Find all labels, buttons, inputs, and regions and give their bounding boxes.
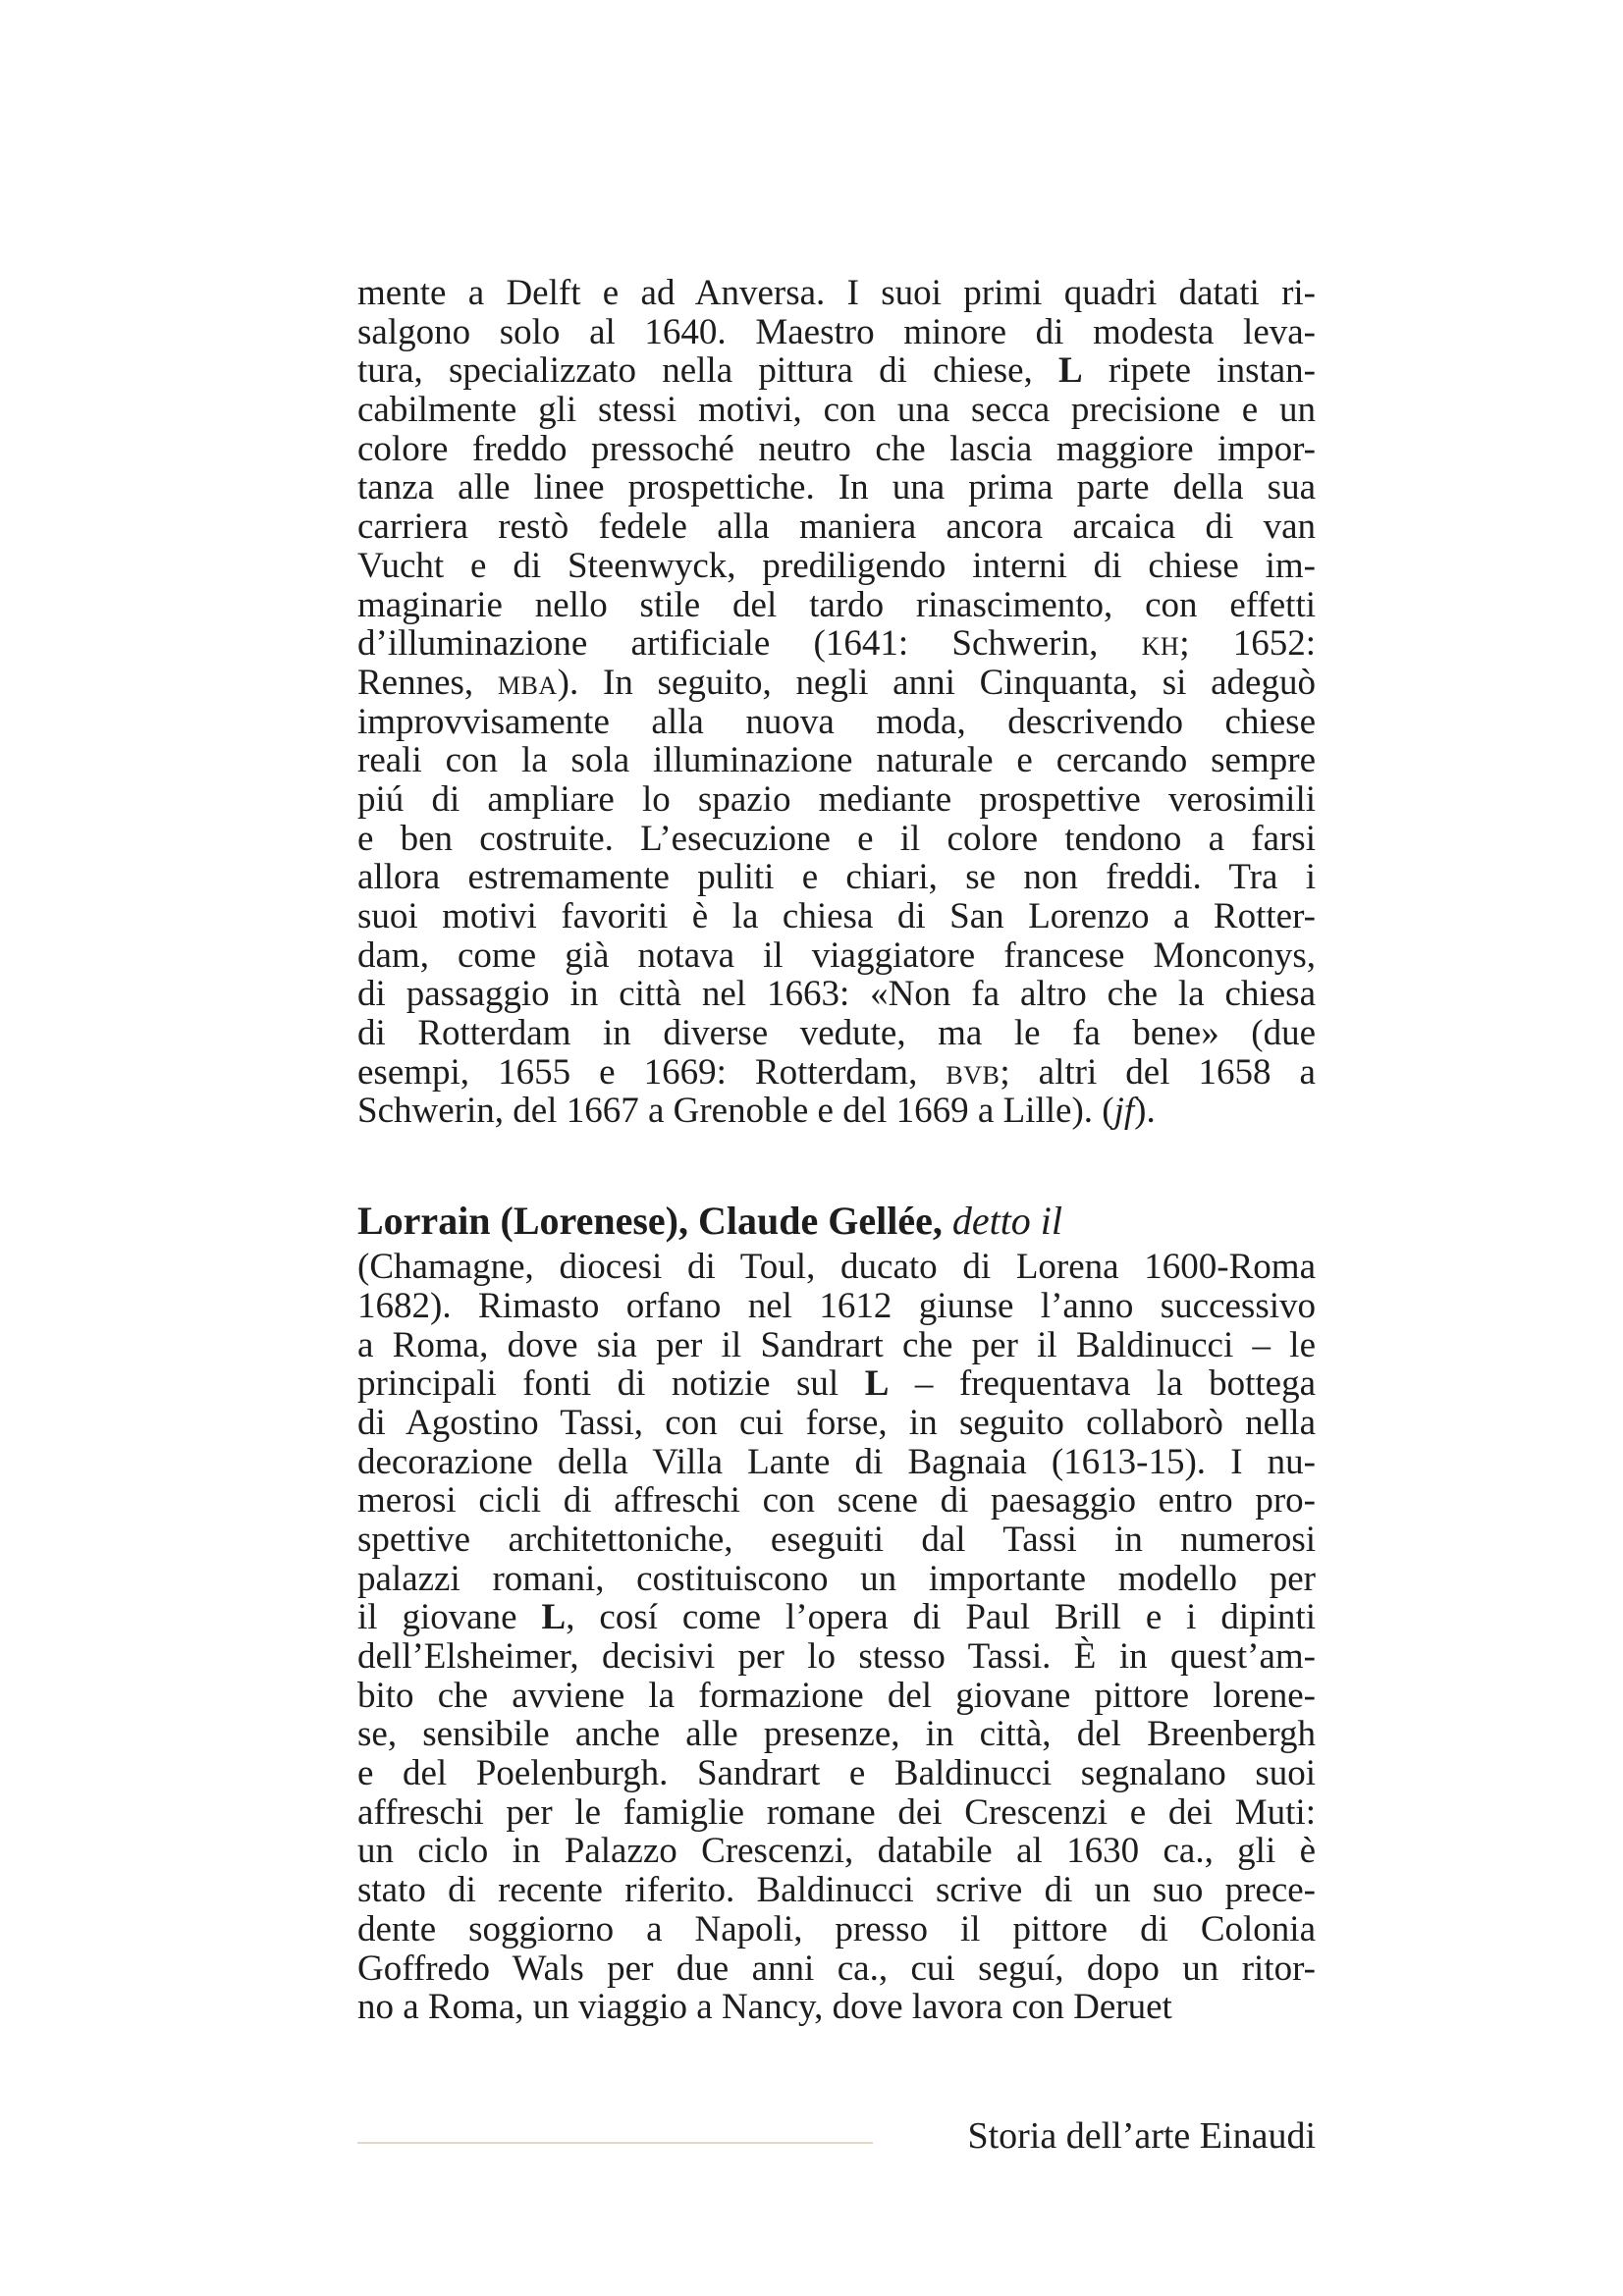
text-segment: tanza alle linee prospettiche. In una prima parte della sua: [357, 467, 1316, 508]
text-line: [357, 858, 1316, 897]
text-line: [357, 547, 1316, 586]
text-segment: di passaggio in città nel 1663: «Non fa altro che la chiesa: [357, 974, 1316, 1015]
text-segment: maginarie nello stile del tardo rinascimento, con effetti: [357, 584, 1316, 625]
abbrev-bold: L: [864, 1363, 890, 1405]
text-segment: Vucht e di Steenwyck, prediligendo interni di chiese im-: [357, 545, 1316, 586]
text-line: [357, 664, 1316, 703]
previous-entry-text: [357, 274, 1316, 1131]
text-line: [357, 741, 1316, 780]
text-line: no a Roma, un viaggio a Nancy, dove lavora con Deruet: [357, 1987, 1172, 2028]
text-segment: di Rotterdam in diverse vedute, ma le fa bene» (due: [357, 1013, 1316, 1054]
text-line: [357, 1053, 1316, 1093]
text-line: [357, 820, 1316, 859]
text-line: [357, 274, 1316, 313]
text-line: 1682). Rimasto orfano nel 1612 giunse l’anno successivo: [357, 1285, 1316, 1326]
text-segment: Schwerin, del 1667 a Grenoble e del 1669 a Lille). (: [357, 1091, 1114, 1132]
text-line: affreschi per le famiglie romane dei Crescenzi e dei Muti:: [357, 1791, 1316, 1833]
entry-gap: [357, 1131, 1316, 1199]
text-line: il giovane L, cosí come l’opera di Paul Brill e i dipinti: [357, 1597, 1316, 1638]
text-segment: ).: [1134, 1091, 1156, 1132]
text-line: [357, 586, 1316, 625]
text-segment: e ben costruite. L’esecuzione e il colore tendono a farsi: [357, 818, 1316, 859]
text-line: a Roma, dove sia per il Sandrart che per il Baldinucci – le: [357, 1324, 1316, 1365]
text-line: [357, 430, 1316, 469]
text-line: merosi cicli di affreschi con scene di paesaggio entro pro-: [357, 1480, 1316, 1522]
text-segment: suoi motivi favoriti è la chiesa di San Lorenzo a Rotter-: [357, 896, 1316, 936]
text-segment: esempi, 1655 e 1669: Rotterdam,: [357, 1051, 947, 1093]
museum-abbrev: bvb: [946, 1051, 1001, 1093]
footer-publisher: Storia dell’arte Einaudi: [967, 2115, 1316, 2157]
text-line: [357, 703, 1316, 742]
text-segment: dam, come già notava il viaggiatore francese Monconys,: [357, 934, 1316, 976]
entry-heading-name: Lorrain (Lorenese), Claude Gellée,: [357, 1199, 943, 1244]
text-line: [357, 624, 1316, 664]
text-line: [357, 1092, 1316, 1131]
text-segment: ripete instan-: [1082, 350, 1316, 392]
museum-abbrev: kh: [1141, 623, 1180, 665]
text-line: spettive architettoniche, eseguiti dal Tassi in numerosi: [357, 1519, 1316, 1560]
text-segment: d’illuminazione artificiale (1641: Schwerin,: [357, 623, 1142, 665]
text-line: [357, 391, 1316, 430]
text-line: [357, 936, 1316, 976]
text-line: decorazione della Villa Lante di Bagnaia (1613-15). I nu-: [357, 1441, 1316, 1482]
text-line: [357, 351, 1316, 391]
text-line: [357, 468, 1316, 507]
text-line: dell’Elsheimer, decisivi per lo stesso Tassi. È in quest’am-: [357, 1636, 1316, 1677]
entry-heading: [357, 1199, 1316, 1244]
text-line: [357, 780, 1316, 820]
text-segment: ; altri del 1658 a: [1000, 1051, 1316, 1093]
author-initials: jf: [1113, 1091, 1135, 1132]
text-line: palazzi romani, costituiscono un importante modello per: [357, 1558, 1316, 1599]
text-segment: Rennes,: [357, 662, 498, 703]
text-segment: cabilmente gli stessi motivi, con una secca precisione e un: [357, 390, 1316, 431]
text-line: [357, 313, 1316, 352]
text-segment: carriera restò fedele alla maniera ancora arcaica di van: [357, 507, 1316, 548]
text-segment: reali con la sola illuminazione naturale e cercando sempre: [357, 740, 1316, 781]
museum-abbrev: mba: [497, 662, 558, 703]
text-line: di Agostino Tassi, con cui forse, in seguito collaborò nella: [357, 1402, 1316, 1443]
text-segment: tura, specializzato nella pittura di chiese,: [357, 350, 1058, 392]
text-line: (Chamagne, diocesi di Toul, ducato di Lorena 1600-Roma: [357, 1247, 1316, 1288]
text-segment: colore freddo pressoché neutro che lascia maggiore impor-: [357, 428, 1316, 469]
text-line: Goffredo Wals per due anni ca., cui seguí, dopo un ritor-: [357, 1948, 1316, 1989]
text-line: bito che avviene la formazione del giovane pittore lorene-: [357, 1675, 1316, 1716]
text-segment: mente a Delft e ad Anversa. I suoi primi quadri datati ri-: [357, 273, 1316, 313]
text-column: [357, 274, 1316, 2027]
text-line: [357, 507, 1316, 547]
footer-rule: [357, 2142, 873, 2144]
text-line: e del Poelenburgh. Sandrart e Baldinucci segnalano suoi: [357, 1753, 1316, 1794]
text-segment: ; 1652:: [1179, 623, 1317, 665]
text-segment: ). In seguito, negli anni Cinquanta, si adeguò: [557, 662, 1316, 703]
entry-heading-epithet: detto il: [951, 1199, 1063, 1244]
text-segment: improvvisamente alla nuova moda, descrivendo chiese: [357, 701, 1316, 742]
text-line: un ciclo in Palazzo Crescenzi, databile al 1630 ca., gli è: [357, 1831, 1316, 1872]
text-segment: salgono solo al 1640. Maestro minore di modesta leva-: [357, 311, 1316, 352]
abbrev-bold: L: [541, 1597, 567, 1638]
text-line: [357, 897, 1316, 936]
text-line: dente soggiorno a Napoli, presso il pittore di Colonia: [357, 1908, 1316, 1949]
text-segment: piú di ampliare lo spazio mediante prospettive verosimili: [357, 778, 1316, 820]
text-line: [357, 975, 1316, 1014]
abbrev-bold: L: [1057, 350, 1083, 392]
text-line: stato di recente riferito. Baldinucci scrive di un suo prece-: [357, 1870, 1316, 1911]
text-line: se, sensibile anche alle presenze, in città, del Breenbergh: [357, 1714, 1316, 1755]
text-line: principali fonti di notizie sul L – frequentava la bottega: [357, 1363, 1316, 1405]
text-line: [357, 1014, 1316, 1053]
entry-body-text: [357, 1248, 1316, 2027]
text-segment: allora estremamente puliti e chiari, se non freddi. Tra i: [357, 857, 1316, 898]
